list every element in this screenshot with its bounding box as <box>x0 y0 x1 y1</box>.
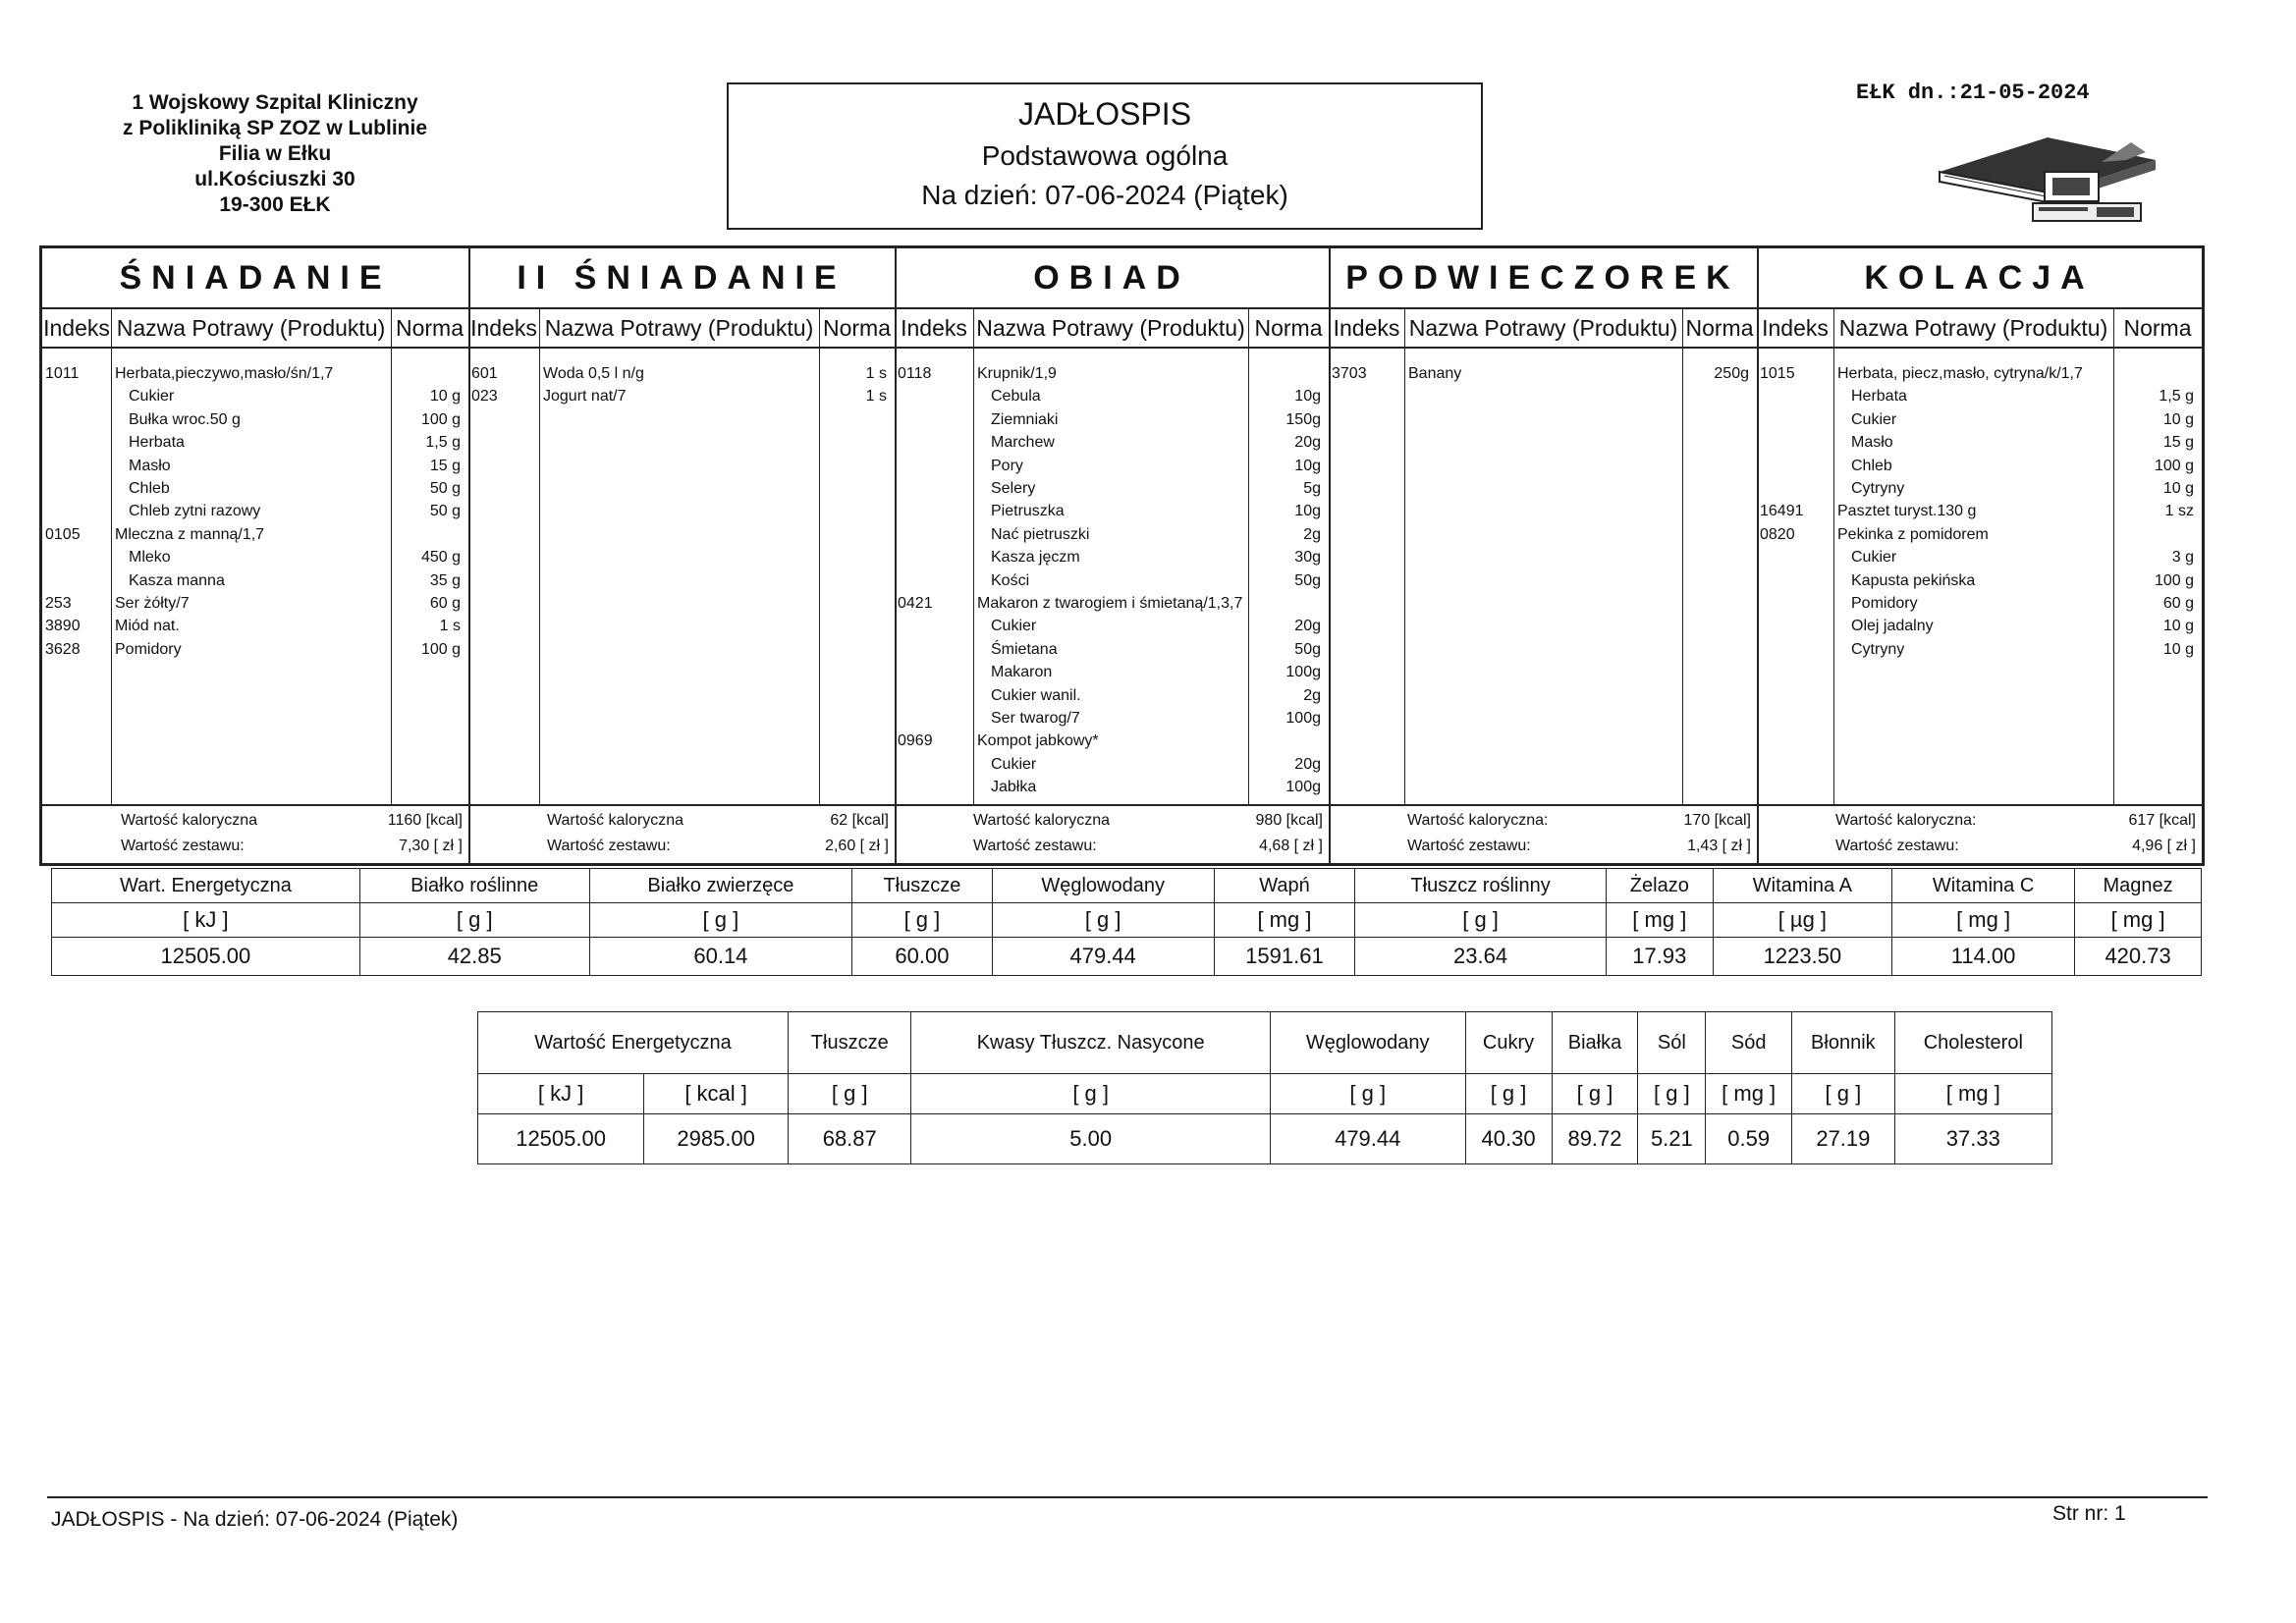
hospital-line: 1 Wojskowy Szpital Kliniczny <box>132 91 418 114</box>
col-header-index: Indeks <box>468 309 539 349</box>
set-label: Wartość zestawu: <box>1835 838 1959 854</box>
dish-index: 3890 <box>45 618 81 635</box>
nutr1-header: Witamina C <box>1892 869 2075 903</box>
ingredient-norm: 100 g <box>420 640 461 658</box>
set-label: Wartość zestawu: <box>121 838 245 854</box>
nutr1-unit: [ g ] <box>992 903 1214 938</box>
nutr1-header: Wart. Energetyczna <box>52 869 360 903</box>
ingredient-norm: 60 g <box>2162 595 2194 612</box>
hospital-line: 19-300 EŁK <box>219 193 331 216</box>
kcal-value: 62 [kcal] <box>830 812 889 829</box>
nutr2-value: 68.87 <box>789 1114 911 1164</box>
ingredient-norm: 1,5 g <box>425 434 461 452</box>
col-header-index: Indeks <box>1757 309 1833 349</box>
dish-index: 1011 <box>45 365 80 382</box>
nutr2-header: Wartość Energetyczna <box>478 1012 789 1074</box>
nutr1-unit: [ g ] <box>852 903 993 938</box>
ingredient-norm: 150g <box>1285 410 1321 428</box>
dish-index: 0118 <box>898 365 932 382</box>
meal-title: ŚNIADANIE <box>42 248 468 309</box>
totals-divider <box>1757 804 2202 806</box>
nutrition-table-1 <box>51 868 2202 976</box>
meal-column <box>895 248 1329 869</box>
nutr1-header: Żelazo <box>1606 869 1713 903</box>
ingredient-name: Masło <box>129 457 171 474</box>
nutr2-header: Węglowodany <box>1270 1012 1465 1074</box>
nutr2-unit: [ g ] <box>1552 1074 1638 1114</box>
ingredient-norm: 50 g <box>429 480 461 497</box>
nutr2-value: 5.21 <box>1638 1114 1706 1164</box>
ingredient-norm: 10 g <box>429 388 461 406</box>
set-label: Wartość zestawu: <box>547 838 671 854</box>
page-title: JADŁOSPIS <box>1017 96 1192 132</box>
menu-table <box>39 245 2205 866</box>
col-header-norm: Norma <box>2113 309 2202 349</box>
ingredient-norm: 100g <box>1285 664 1321 681</box>
dish-index: 0105 <box>45 525 81 543</box>
dish-name: Mleczna z manną/1,7 <box>115 525 265 543</box>
nutr2-header: Sód <box>1706 1012 1792 1074</box>
nutr1-value: 114.00 <box>1892 938 2075 976</box>
ingredient-name: Cebula <box>991 388 1041 406</box>
ingredient-name: Herbata <box>1851 388 1907 406</box>
column-divider <box>973 309 974 805</box>
set-value: 1,43 [ zł ] <box>1687 838 1751 854</box>
kcal-label: Wartość kaloryczna: <box>1835 812 1977 829</box>
dish-name: Herbata, piecz,masło, cytryna/k/1,7 <box>1837 365 2083 382</box>
nutr1-unit: [ mg ] <box>1606 903 1713 938</box>
dish-index: 3628 <box>45 640 81 658</box>
ingredient-norm: 100g <box>1285 779 1321 796</box>
nutr2-value: 0.59 <box>1706 1114 1792 1164</box>
col-header-norm: Norma <box>819 309 895 349</box>
nutr1-unit: [ g ] <box>1355 903 1607 938</box>
nutr1-header: Białko roślinne <box>359 869 589 903</box>
dish-name: Pomidory <box>115 640 182 658</box>
nutr1-value: 420.73 <box>2075 938 2202 976</box>
kcal-value: 980 [kcal] <box>1255 812 1323 829</box>
ingredient-norm: 1 s <box>439 618 461 635</box>
ingredient-name: Marchew <box>991 434 1055 452</box>
column-divider <box>1404 309 1405 805</box>
dish-index: 1015 <box>1760 365 1795 382</box>
ingredient-norm: 10g <box>1294 388 1321 406</box>
totals-divider <box>895 804 1329 806</box>
col-header-norm: Norma <box>1682 309 1757 349</box>
column-divider <box>1833 309 1834 805</box>
ingredient-norm: 1,5 g <box>2159 388 2194 406</box>
set-value: 2,60 [ zł ] <box>825 838 889 854</box>
nutr1-value: 17.93 <box>1606 938 1713 976</box>
meal-column <box>42 248 468 869</box>
footer-divider <box>47 1496 2208 1498</box>
ingredient-norm: 3 g <box>2171 549 2194 567</box>
dish-name: Banany <box>1408 365 1462 382</box>
column-divider <box>111 309 112 805</box>
ingredient-norm: 10 g <box>2162 480 2194 497</box>
footer-title: JADŁOSPIS - Na dzień: 07-06-2024 (Piątek) <box>51 1508 459 1531</box>
ingredient-norm: 10g <box>1294 503 1321 520</box>
nutr1-unit: [ mg ] <box>1892 903 2075 938</box>
ingredient-name: Cukier <box>129 388 175 406</box>
col-header-index: Indeks <box>42 309 111 349</box>
meal-title: KOLACJA <box>1757 248 2202 309</box>
ingredient-norm: 50g <box>1294 571 1321 589</box>
nutr2-header: Tłuszcze <box>789 1012 911 1074</box>
nutr1-unit: [ g ] <box>589 903 852 938</box>
ingredient-name: Kapusta pekińska <box>1851 571 1976 589</box>
meal-column <box>1757 248 2202 869</box>
nutr2-value: 479.44 <box>1270 1114 1465 1164</box>
nutr2-unit: [ mg ] <box>1894 1074 2051 1114</box>
nutr2-value: 40.30 <box>1465 1114 1552 1164</box>
nutr1-header: Tłuszcze <box>852 869 993 903</box>
ingredient-name: Chleb <box>129 480 170 497</box>
ingredient-norm: 2g <box>1303 686 1321 704</box>
dish-index: 0969 <box>898 732 933 750</box>
ingredient-norm: 2g <box>1303 525 1321 543</box>
ingredient-name: Olej jadalny <box>1851 618 1934 635</box>
set-label: Wartość zestawu: <box>973 838 1097 854</box>
ingredient-norm: 100 g <box>420 410 461 428</box>
dish-index: 3703 <box>1332 365 1367 382</box>
ingredient-norm: 450 g <box>420 549 461 567</box>
ingredient-norm: 30g <box>1294 549 1321 567</box>
nutr2-unit: [ kcal ] <box>644 1074 789 1114</box>
col-header-name: Nazwa Potrawy (Produktu) <box>111 309 391 349</box>
meal-column <box>1329 248 1757 869</box>
nutr1-value: 1223.50 <box>1713 938 1891 976</box>
dish-name: Woda 0,5 l n/g <box>543 365 644 382</box>
nutr1-value: 60.14 <box>589 938 852 976</box>
ingredient-name: Cukier <box>1851 410 1897 428</box>
kcal-label: Wartość kaloryczna <box>973 812 1110 829</box>
dish-name: Pekinka z pomidorem <box>1837 525 1989 543</box>
nutr2-header: Błonnik <box>1792 1012 1895 1074</box>
ingredient-norm: 15 g <box>2162 434 2194 452</box>
ingredient-name: Makaron <box>991 664 1053 681</box>
ingredient-norm: 10g <box>1294 457 1321 474</box>
ingredient-name: Pietruszka <box>991 503 1065 520</box>
nutr1-unit: [ µg ] <box>1713 903 1891 938</box>
ingredient-name: Chleb <box>1851 457 1892 474</box>
nutr1-value: 1591.61 <box>1214 938 1355 976</box>
nutr1-value: 23.64 <box>1355 938 1607 976</box>
nutr1-value: 60.00 <box>852 938 993 976</box>
ingredient-norm: 60 g <box>429 595 461 612</box>
nutr1-unit: [ mg ] <box>1214 903 1355 938</box>
kcal-label: Wartość kaloryczna: <box>1407 812 1549 829</box>
nutr2-value: 2985.00 <box>644 1114 789 1164</box>
nutr2-unit: [ g ] <box>1638 1074 1706 1114</box>
ingredient-norm: 35 g <box>429 571 461 589</box>
totals-divider <box>1329 804 1757 806</box>
ingredient-norm: 1 s <box>865 388 887 406</box>
col-header-name: Nazwa Potrawy (Produktu) <box>973 309 1248 349</box>
menu-date: Na dzień: 07-06-2024 (Piątek) <box>921 180 1288 210</box>
kcal-value: 1160 [kcal] <box>387 812 463 829</box>
meal-title: II ŚNIADANIE <box>468 248 895 309</box>
book-computer-icon <box>1935 133 2160 226</box>
meal-title: OBIAD <box>895 248 1329 309</box>
nutr2-value: 5.00 <box>911 1114 1270 1164</box>
ingredient-norm: 100 g <box>2154 457 2194 474</box>
nutr2-header: Sól <box>1638 1012 1706 1074</box>
ingredient-name: Herbata <box>129 434 185 452</box>
hospital-address <box>88 90 462 218</box>
diet-type: Podstawowa ogólna <box>981 140 1229 171</box>
ingredient-norm: 10 g <box>2162 640 2194 658</box>
nutr1-header: Węglowodany <box>992 869 1214 903</box>
ingredient-name: Cukier <box>991 755 1037 773</box>
col-header-name: Nazwa Potrawy (Produktu) <box>539 309 819 349</box>
hospital-line: ul.Kościuszki 30 <box>194 168 355 190</box>
dish-name: Herbata,pieczywo,masło/śn/1,7 <box>115 365 334 382</box>
ingredient-norm: 20g <box>1294 755 1321 773</box>
set-value: 4,96 [ zł ] <box>2132 838 2196 854</box>
ingredient-norm: 10 g <box>2162 410 2194 428</box>
nutr1-header: Magnez <box>2075 869 2202 903</box>
ingredient-norm: 1 sz <box>2164 503 2194 520</box>
dish-name: Pasztet turyst.130 g <box>1837 503 1977 520</box>
ingredient-name: Mleko <box>129 549 171 567</box>
ingredient-norm: 50 g <box>429 503 461 520</box>
nutr1-unit: [ g ] <box>359 903 589 938</box>
nutr1-header: Wapń <box>1214 869 1355 903</box>
col-header-norm: Norma <box>391 309 468 349</box>
dish-index: 601 <box>471 365 498 382</box>
nutr2-unit: [ g ] <box>789 1074 911 1114</box>
ingredient-name: Kości <box>991 571 1030 589</box>
dish-index: 253 <box>45 595 72 612</box>
ingredient-name: Selery <box>991 480 1036 497</box>
ingredient-norm: 20g <box>1294 434 1321 452</box>
nutr2-header: Cholesterol <box>1894 1012 2051 1074</box>
dish-name: Makaron z twarogiem i śmietaną/1,3,7 <box>977 595 1243 612</box>
nutr1-header: Tłuszcz roślinny <box>1355 869 1607 903</box>
nutr2-unit: [ g ] <box>1465 1074 1552 1114</box>
ingredient-name: Masło <box>1851 434 1893 452</box>
set-value: 7,30 [ zł ] <box>399 838 463 854</box>
nutr2-unit: [ g ] <box>1270 1074 1465 1114</box>
ingredient-name: Chleb zytni razowy <box>129 503 261 520</box>
dish-name: Ser żółty/7 <box>115 595 190 612</box>
ingredient-norm: 50g <box>1294 640 1321 658</box>
col-header-name: Nazwa Potrawy (Produktu) <box>1833 309 2113 349</box>
kcal-label: Wartość kaloryczna <box>121 812 257 829</box>
ingredient-name: Śmietana <box>991 640 1058 658</box>
ingredient-name: Jabłka <box>991 779 1037 796</box>
ingredient-name: Cytryny <box>1851 480 1905 497</box>
dish-index: 16491 <box>1760 503 1804 520</box>
ingredient-name: Bułka wroc.50 g <box>129 410 241 428</box>
meal-title: PODWIECZOREK <box>1329 248 1757 309</box>
col-header-norm: Norma <box>1248 309 1329 349</box>
dish-index: 023 <box>471 388 498 406</box>
kcal-value: 617 [kcal] <box>2128 812 2196 829</box>
col-header-index: Indeks <box>895 309 973 349</box>
nutr1-value: 479.44 <box>992 938 1214 976</box>
set-value: 4,68 [ zł ] <box>1259 838 1323 854</box>
set-label: Wartość zestawu: <box>1407 838 1531 854</box>
nutr2-header: Białka <box>1552 1012 1638 1074</box>
dish-name: Kompot jabkowy* <box>977 732 1099 750</box>
hospital-line: z Polikliniką SP ZOZ w Lublinie <box>123 117 427 139</box>
nutr1-unit: [ mg ] <box>2075 903 2202 938</box>
nutr2-header: Kwasy Tłuszcz. Nasycone <box>911 1012 1270 1074</box>
totals-divider <box>468 804 895 806</box>
nutr2-value: 89.72 <box>1552 1114 1638 1164</box>
page-number: Str nr: 1 <box>2052 1502 2126 1525</box>
nutr2-unit: [ g ] <box>1792 1074 1895 1114</box>
ingredient-name: Pory <box>991 457 1023 474</box>
column-divider <box>539 309 540 805</box>
ingredient-norm: 100g <box>1285 710 1321 727</box>
ingredient-name: Cytryny <box>1851 640 1905 658</box>
ingredient-name: Ziemniaki <box>991 410 1059 428</box>
ingredient-name: Kasza jęczm <box>991 549 1080 567</box>
nutr2-unit: [ mg ] <box>1706 1074 1792 1114</box>
nutr1-header: Witamina A <box>1713 869 1891 903</box>
ingredient-name: Cukier wanil. <box>991 686 1081 704</box>
ingredient-norm: 1 s <box>865 365 887 382</box>
nutrition-table-2 <box>477 1011 2052 1164</box>
nutr1-unit: [ kJ ] <box>52 903 360 938</box>
nutr2-value: 27.19 <box>1792 1114 1895 1164</box>
ingredient-norm: 10 g <box>2162 618 2194 635</box>
ingredient-name: Pomidory <box>1851 595 1918 612</box>
col-header-name: Nazwa Potrawy (Produktu) <box>1404 309 1682 349</box>
ingredient-norm: 15 g <box>429 457 461 474</box>
dish-name: Miód nat. <box>115 618 180 635</box>
nutr1-header: Białko zwierzęce <box>589 869 852 903</box>
kcal-label: Wartość kaloryczna <box>547 812 683 829</box>
ingredient-name: Cukier <box>991 618 1037 635</box>
title-box <box>727 82 1483 230</box>
col-header-index: Indeks <box>1329 309 1404 349</box>
ingredient-name: Nać pietruszki <box>991 525 1090 543</box>
dish-index: 0820 <box>1760 525 1795 543</box>
ingredient-norm: 20g <box>1294 618 1321 635</box>
ingredient-norm: 100 g <box>2154 571 2194 589</box>
nutr2-unit: [ g ] <box>911 1074 1270 1114</box>
totals-divider <box>42 804 468 806</box>
ingredient-name: Cukier <box>1851 549 1897 567</box>
dish-index: 0421 <box>898 595 933 612</box>
kcal-value: 170 [kcal] <box>1683 812 1751 829</box>
hospital-line: Filia w Ełku <box>218 142 332 165</box>
nutr2-header: Cukry <box>1465 1012 1552 1074</box>
ingredient-norm: 5g <box>1303 480 1321 497</box>
dish-name: Jogurt nat/7 <box>543 388 627 406</box>
dish-name: Krupnik/1,9 <box>977 365 1057 382</box>
issue-date: EŁK dn.:21-05-2024 <box>1856 81 2090 105</box>
ingredient-name: Kasza manna <box>129 571 225 589</box>
ingredient-name: Ser twarog/7 <box>991 710 1080 727</box>
ingredient-norm: 250g <box>1714 365 1749 382</box>
meal-column <box>468 248 895 869</box>
nutr2-value: 37.33 <box>1894 1114 2051 1164</box>
nutr1-value: 42.85 <box>359 938 589 976</box>
nutr2-value: 12505.00 <box>478 1114 644 1164</box>
nutr1-value: 12505.00 <box>52 938 360 976</box>
nutr2-unit: [ kJ ] <box>478 1074 644 1114</box>
